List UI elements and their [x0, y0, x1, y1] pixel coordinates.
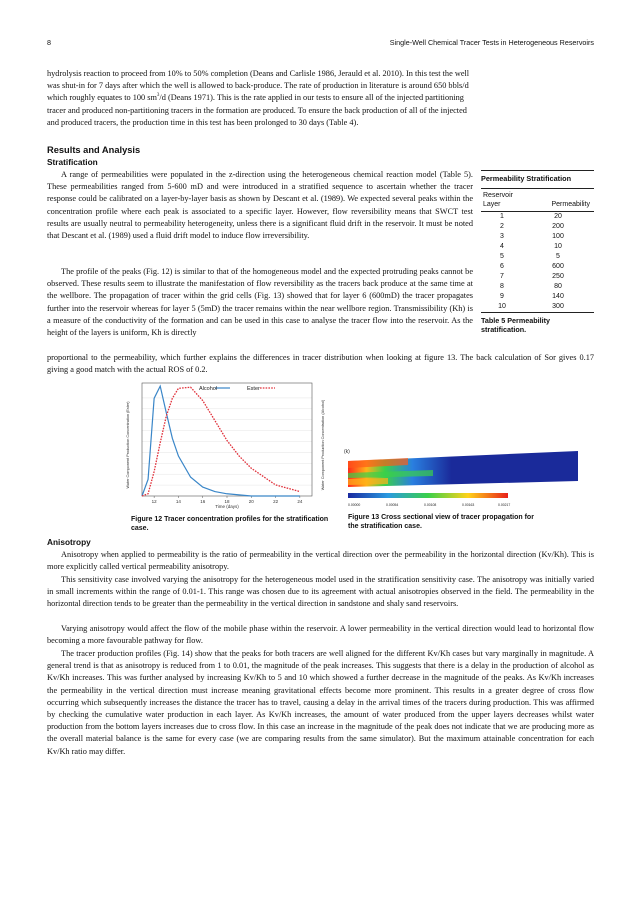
col-header-permeability: Permeability	[551, 201, 590, 208]
permeability-table	[481, 170, 594, 334]
cell-permeability: 140	[552, 293, 564, 300]
cell-layer: 4	[500, 243, 504, 250]
table-row	[481, 282, 594, 292]
table-row	[481, 262, 594, 272]
scale-tick: 0.00054	[386, 503, 399, 507]
x-axis-label: Time (days)	[215, 504, 239, 509]
table-row	[481, 292, 594, 302]
figure-13-image	[338, 443, 600, 513]
page-number: 8	[47, 38, 51, 47]
x-tick-label: 12	[151, 499, 157, 504]
table-row	[481, 272, 594, 282]
intro-line: hydrolysis reaction to proceed from 10% to 50% completion (Deans and Carlisle 1986, Jerauld et al. 2010). In this test the well	[47, 69, 470, 78]
table-header	[481, 189, 594, 212]
running-title: Single-Well Chemical Tracer Tests in Heterogeneous Reservoirs	[389, 38, 594, 47]
intro-line: was shut-in for 7 days after which the well is allowed to back-produce. The rate of production in literature is around 650 bbls/d	[47, 81, 469, 91]
intro-line	[47, 92, 594, 104]
x-tick-label: 24	[297, 499, 303, 504]
anisotropy-paragraph-3: Varying anisotropy would affect the flow of the mobile phase within the reservoir. A lower permeability in the vertical direction would lead to horizontal flow becoming a more favourable pathway for flow.	[47, 624, 594, 646]
col-header-layer: Reservoir Layer	[483, 192, 513, 208]
x-tick-label: 18	[224, 499, 230, 504]
table-row	[481, 252, 594, 262]
scale-tick: 0.00108	[424, 503, 437, 507]
panel-label: (k)	[344, 449, 350, 455]
cell-permeability: 200	[552, 223, 564, 230]
cell-permeability: 5	[556, 253, 560, 260]
table-body	[481, 212, 594, 312]
anisotropy-paragraph-4: The tracer production profiles (Fig. 14) show that the peaks for both tracers are well aligned for the different Kv/Kh cases but vary marginally in magnitude. A general trend is that as anisotropy is reduced from 1 to 0.01, the magnitude of the peak increases. This suggests that there is a delay in the production of alcohol as Kv/Kh increases. This was further analysed by increasing Kv/Kh to 5 and 10 which showed a further decrease in the magnitude of the peaks. As Kv/Kh increases the permeability in the vertical direction must increase meaning gravitational effects become more prominent. This results in a greater degree of cross flow occurring which subsequently increases the distance the tracer has to travel, causing a delay in the arrival times of the tracers during production. This was affirmed by checking the cumulative water production in each layer. As Kv/Kh increases, the amount of water produced from the upper layers decreases whilst water production from the bottom layers increases due to cross flow. In this case an increase in the magnitude of the peak does not indicate that we are producing more as the overall material balance is the same for every case (we are comparing results from the same simulator). But the maximum attainable concentration for each Kv/Kh ratio may differ.	[47, 649, 594, 756]
intro-line: tracer and produced non-partitioning tracers in the formation are produced. To ensure the back production of all of the injected	[47, 105, 467, 115]
stratification-paragraph-1: A range of permeabilities were populated in the z-direction using the heterogeneous chemical reaction model (Table 5). These permeabilities ranged from 5-600 mD and were introduced in a stratified sequence to ascertain whether the tracer response could be calibrated on a layer-by-layer basis as shown by Descant et al. (1989). We expected several peaks within the concentration profile where each peak is associated to a specific layer. However, flow reversibility means that SWCT test results are usually neutral to permeability heterogeneity, unless there is a significant fluid drift in the reservoir. It must be noted that Descant et al. (1989) used a fluid drift model to induce flow irreversibility.	[47, 170, 473, 241]
scale-tick: 0.00163	[462, 503, 475, 507]
cell-layer: 6	[500, 263, 504, 270]
stratification-paragraph-2: The profile of the peaks (Fig. 12) is similar to that of the homogeneous model and the expected protruding peaks cannot be observed. These results seem to illustrate the manifestation of flow reversibility as the tracers back produce at the same time at the wellbore. The propagation of tracer within the grid cells (Fig. 13) showed that for layer 6 (600mD) the tracer propagates further into the reservoir whereas for layer 5 (5mD) the tracer remains within the near wellbore region. Transmissibility (Kh) is a measure of the conductivity of the formation and can be used in this case to analyse the tracer flow into the reservoir. As the height of the layers is uniform, Kh is directly	[47, 267, 473, 338]
table-row	[481, 302, 594, 312]
cell-permeability: 10	[554, 243, 562, 250]
table-row	[481, 232, 594, 242]
figure-12-chart	[120, 375, 330, 512]
table-title: Permeability Stratification	[481, 170, 594, 189]
cell-layer: 8	[500, 283, 504, 290]
subsection-heading-stratification: Stratification	[47, 157, 98, 167]
color-scale-bar	[348, 493, 508, 498]
x-tick-label: 14	[175, 499, 181, 504]
scale-tick: 0.00000	[348, 503, 361, 507]
cell-layer: 5	[500, 253, 504, 260]
cell-permeability: 300	[552, 303, 564, 310]
cell-permeability: 600	[552, 263, 564, 270]
table-row	[481, 242, 594, 252]
table-row	[481, 222, 594, 232]
intro-text: /d (Deans 1971). This is the rate applied in our tests to ensure all of the injected partitioning	[159, 93, 464, 103]
intro-text: which roughly equates to 100 sm	[47, 93, 157, 103]
figure-12-caption: Figure 12 Tracer concentration profiles for the stratification case.	[131, 516, 329, 532]
cell-permeability: 20	[554, 213, 562, 220]
cell-layer: 2	[500, 223, 504, 230]
cell-layer: 7	[500, 273, 504, 280]
intro-line: and produced tracers, the production time in this test has been prolonged to 30 days (Table 4).	[47, 117, 359, 127]
y-axis-label-left: Water Component Production Concentration (Ester)	[126, 401, 130, 489]
anisotropy-paragraph-1: Anisotropy when applied to permeability is the ratio of permeability in the vertical direction over the permeability in the horizontal direction (Kv/Kh). This is more explicitly called vertical permeability anisotropy.	[47, 550, 594, 572]
cell-layer: 9	[500, 293, 504, 300]
cell-layer: 1	[500, 213, 504, 220]
legend-ester-label: Ester	[247, 386, 260, 392]
superscript: 3	[156, 93, 160, 99]
subsection-heading-anisotropy: Anisotropy	[47, 537, 91, 547]
cell-permeability: 100	[552, 233, 564, 240]
cell-layer: 10	[498, 303, 506, 310]
cell-permeability: 80	[554, 283, 562, 290]
intro-paragraph	[47, 68, 594, 129]
stratification-paragraph-2-cont: proportional to the permeability, which further explains the differences in tracer distribution when looking at figure 13. The back calculation of Sor gives 0.17 giving a good match with the actual ROS of 0.2.	[47, 353, 594, 375]
y-axis-label-right: Water Component Production Concentration (Alcohol)	[321, 399, 325, 491]
figure-13-caption: Figure 13 Cross sectional view of tracer propagation for the stratification case.	[348, 514, 534, 530]
x-tick-label: 16	[200, 499, 206, 504]
cell-layer: 3	[500, 233, 504, 240]
x-tick-label: 22	[273, 499, 279, 504]
tracer-plume-layer	[348, 478, 388, 485]
legend-alcohol-label: Alcohol	[199, 386, 218, 392]
table-row	[481, 212, 594, 222]
table-caption: Table 5 Permeability stratification.	[481, 312, 594, 334]
anisotropy-paragraph-2: This sensitivity case involved varying the anisotropy for the heterogeneous model used in the stratification sensitivity case. The anisotropy was initially varied in small increments within the range of 0.01-1. This range was chosen due to its agreement with actual anisotropies observed in the field. The permeability in the horizontal direction tends to be greater than the permeability in the vertical direction in sandstone and shaly sand reservoirs.	[47, 575, 594, 609]
section-heading-results: Results and Analysis	[47, 145, 141, 155]
cell-permeability: 250	[552, 273, 564, 280]
scale-tick: 0.00217	[498, 503, 511, 507]
x-tick-label: 20	[248, 499, 254, 504]
